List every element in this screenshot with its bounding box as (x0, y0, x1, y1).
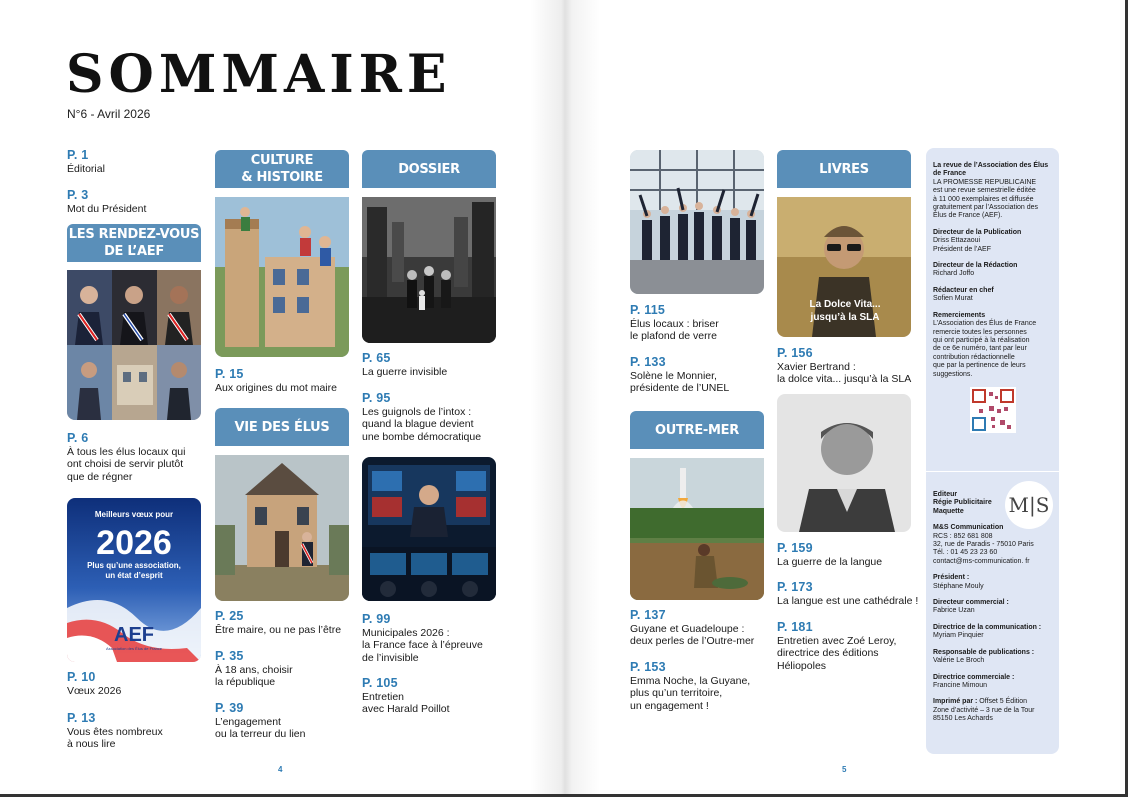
page-number-right: 5 (842, 765, 847, 774)
toc-entry-p65[interactable] (362, 352, 447, 378)
toc-entry-p1[interactable] (67, 149, 105, 175)
elus-celebration-photo (630, 150, 764, 294)
masthead-heading: Directeur de la Rédaction (933, 262, 1018, 270)
toc-page: P. 3 (67, 188, 89, 202)
toc-text: Élus locaux : briser le plafond de verre (630, 317, 719, 342)
elus-collage-photo (67, 270, 201, 420)
culture-histoire-illustration (215, 197, 349, 357)
masthead-text: Myriam Pinquier (933, 632, 984, 640)
dossier-photo (362, 197, 496, 343)
masthead-heading: Editeur Régie Publicitaire Maquette (933, 491, 992, 515)
masthead-heading: Rédacteur en chef (933, 286, 994, 294)
outre-mer-photo (630, 458, 764, 600)
toc-page: P. 105 (362, 676, 398, 690)
toc-page: P. 173 (777, 580, 813, 594)
masthead-text: RCS : 852 681 808 32, rue de Paradis - 75010 Paris Tél. : 01 45 23 23 60 contact@ms-communication. fr (933, 532, 1034, 565)
toc-entry-p99[interactable] (362, 613, 483, 664)
toc-text: Les guignols de l’intox : quand la blague devient une bombe démocratique (362, 405, 482, 443)
masthead-text: Richard Joffo (933, 270, 975, 278)
poster-line2: Plus qu’une association, (87, 561, 181, 570)
masthead-heading: Remerciements (933, 311, 986, 319)
masthead-text: L’Association des Élus de France remercie toutes les personnes qui ont participé à la réalisation de ce 6e numéro, tant par leur contribution rédactionnelle que par la pertinence de leurs suggestions. (933, 320, 1037, 378)
masthead-text: Driss Ettazaoui Président de l’AEF (933, 237, 991, 253)
masthead-text: Francine Mimoun (933, 681, 988, 689)
masthead-panel (926, 148, 1059, 754)
toc-entry-p153[interactable] (630, 661, 750, 712)
toc-page: P. 1 (67, 148, 89, 162)
qr-code-icon[interactable] (970, 387, 1016, 433)
toc-page: P. 35 (215, 649, 244, 663)
masthead-heading: Responsable de publications : (933, 648, 1035, 656)
toc-text: Vœux 2026 (67, 684, 122, 697)
section-banner-outre-mer: OUTRE-MER (630, 411, 764, 449)
toc-entry-p3[interactable] (67, 189, 146, 215)
masthead-heading: M&S Communication (933, 524, 1004, 532)
ms-communication-logo: M|S (1005, 481, 1053, 529)
toc-entry-p137[interactable] (630, 609, 754, 648)
toc-entry-p173[interactable] (777, 581, 918, 607)
toc-entry-p156[interactable] (777, 347, 911, 386)
toc-page: P. 65 (362, 351, 391, 365)
masthead-publisher (933, 491, 1053, 732)
masthead-text: Stéphane Mouly (933, 582, 984, 590)
toc-page: P. 15 (215, 367, 244, 381)
masthead-heading: Président : (933, 574, 970, 582)
newsroom-photo (362, 457, 496, 601)
section-banner-livres: LIVRES (777, 150, 911, 188)
masthead-remerciements (933, 312, 1053, 379)
toc-text: Entretien avec Harald Poillot (362, 690, 450, 715)
toc-page: P. 39 (215, 701, 244, 715)
toc-text: La guerre invisible (362, 365, 448, 378)
toc-page: P. 99 (362, 612, 391, 626)
masthead-text: Sofien Murat (933, 295, 973, 303)
toc-text: Guyane et Guadeloupe : deux perles de l’Outre-mer (630, 622, 755, 647)
page-number-left: 4 (278, 765, 283, 774)
masthead-intro (933, 162, 1053, 221)
masthead-intro-text: LA PROMESSE REPUBLICAINE est une revue semestrielle éditée à 11 000 exemplaires et diffusée gratuitement par l’Association des Élus de France (AEF). (933, 178, 1039, 220)
masthead-heading: Directrice commerciale : (933, 673, 1015, 681)
section-banner-dossier: DOSSIER (362, 150, 496, 188)
toc-entry-p133[interactable] (630, 356, 729, 395)
toc-text: Mot du Président (67, 202, 147, 215)
section-banner-culture-histoire: CULTURE & HISTOIRE (215, 150, 349, 188)
portrait-photo (777, 394, 911, 532)
toc-page: P. 137 (630, 608, 666, 622)
masthead-text: Fabrice Uzan (933, 607, 975, 615)
poster-line1: Meilleurs vœux pour (94, 510, 174, 519)
masthead-heading: Imprimé par : (933, 698, 978, 706)
masthead-heading: Directeur de la Publication (933, 228, 1022, 236)
aef-logo: AEF (114, 624, 154, 646)
masthead-dir-publication (933, 229, 1053, 254)
toc-entry-p105[interactable] (362, 677, 450, 716)
aef-logo-subtitle: Association des Élus de France (105, 646, 163, 651)
toc-text: La guerre de la langue (777, 555, 883, 568)
masthead-text: Valérie Le Broch (933, 657, 985, 665)
poster-line3: un état d’esprit (105, 571, 163, 580)
toc-page: P. 13 (67, 711, 96, 725)
masthead-text: Offset 5 Édition (977, 698, 1028, 706)
toc-entry-p39[interactable] (215, 702, 305, 741)
toc-text: Aux origines du mot maire (215, 381, 337, 394)
toc-text: La langue est une cathédrale ! (777, 594, 919, 607)
toc-text: Xavier Bertrand : la dolce vita... jusqu’à la SLA (777, 360, 912, 385)
toc-page: P. 95 (362, 391, 391, 405)
mairie-photo (215, 455, 349, 601)
toc-page: P. 115 (630, 303, 666, 317)
toc-entry-p10[interactable] (67, 671, 121, 697)
toc-entry-p15[interactable] (215, 368, 337, 394)
toc-text: L’engagement ou la terreur du lien (215, 715, 306, 740)
book-cover-title: La Dolce Vita... jusqu’à la SLA (809, 299, 881, 323)
toc-text: Emma Noche, la Guyane, plus qu’un territoire, un engagement ! (630, 674, 751, 712)
masthead-divider (926, 471, 1059, 472)
toc-entry-p35[interactable] (215, 650, 293, 689)
toc-text: À tous les élus locaux qui ont choisi de servir plutôt que de régner (67, 445, 186, 483)
toc-page: P. 10 (67, 670, 96, 684)
masthead-heading: Directrice de la communication : (933, 623, 1042, 631)
masthead-redacteur-chef (933, 287, 1053, 304)
masthead-heading: Directeur commercial : (933, 599, 1009, 607)
toc-text: Vous êtes nombreux à nous lire (67, 725, 163, 750)
toc-page: P. 156 (777, 346, 813, 360)
toc-page: P. 6 (67, 431, 89, 445)
toc-page: P. 133 (630, 355, 666, 369)
toc-page: P. 159 (777, 541, 813, 555)
poster-year: 2026 (96, 524, 172, 562)
toc-text: À 18 ans, choisir la république (215, 663, 293, 688)
toc-page: P. 181 (777, 620, 813, 634)
toc-page: P. 25 (215, 609, 244, 623)
toc-text: Être maire, ou ne pas l’être (215, 623, 342, 636)
toc-entry-p181[interactable] (777, 621, 896, 672)
page-title: SOMMAIRE (66, 44, 452, 105)
masthead-dir-redaction (933, 262, 1053, 279)
page-gutter (530, 0, 600, 797)
section-banner-rendez-vous: LES RENDEZ-VOUS DE L’AEF (67, 224, 201, 262)
toc-entry-p95[interactable] (362, 392, 481, 443)
toc-page: P. 153 (630, 660, 666, 674)
toc-entry-p159[interactable] (777, 542, 882, 568)
toc-text: Municipales 2026 : la France face à l’épreuve de l’invisible (362, 626, 483, 664)
toc-text: Éditorial (67, 162, 105, 175)
toc-text: Entretien avec Zoé Leroy, directrice des éditions Héliopoles (777, 634, 897, 672)
voeux-poster (67, 498, 201, 662)
toc-entry-p115[interactable] (630, 304, 719, 343)
toc-entry-p25[interactable] (215, 610, 341, 636)
toc-entry-p13[interactable] (67, 712, 163, 751)
issue-number: N°6 - Avril 2026 (67, 107, 151, 121)
toc-text: Solène le Monnier, présidente de l’UNEL (630, 369, 730, 394)
toc-entry-p6[interactable] (67, 432, 185, 483)
masthead-text: Zone d’activité – 3 rue de la Tour 85150 Les Achards (933, 706, 1035, 723)
masthead-intro-heading: La revue de l’Association des Élus de France (933, 162, 1049, 178)
section-banner-vie-des-elus: VIE DES ÉLUS (215, 408, 349, 446)
